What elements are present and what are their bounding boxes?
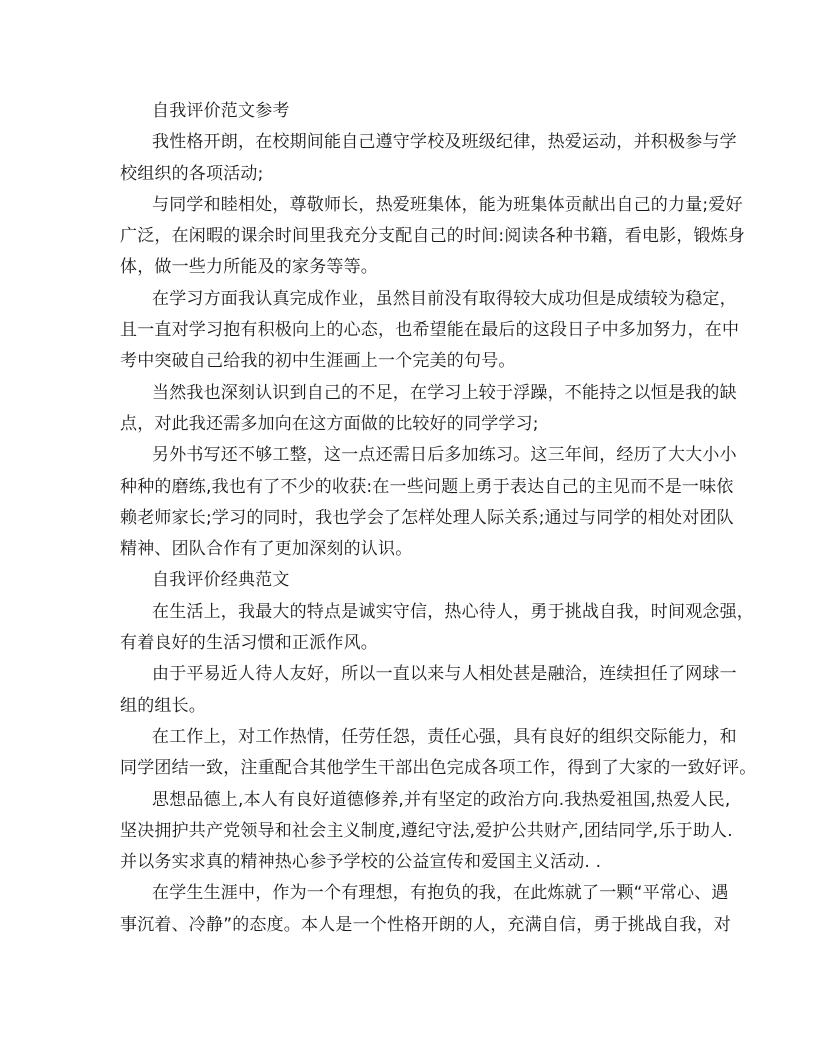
text-line: 在生活上，我最大的特点是诚实守信，热心待人，勇于挑战自我，时间观念强， <box>152 601 754 622</box>
text-line: 在工作上，对工作热情，任劳任怨，责任心强，具有良好的组织交际能力，和 <box>152 726 737 747</box>
text-line: 校组织的各项活动; <box>120 163 264 184</box>
text-line: 广泛，在闲暇的课余时间里我充分支配自己的时间:阅读各种书籍，看电影，锻炼身 <box>120 226 746 247</box>
text-line: 组的组长。 <box>120 695 206 716</box>
text-line: 思想品德上,本人有良好道德修养,并有坚定的政治方向.我热爱祖国,热爱人民, <box>152 789 731 810</box>
text-line: 由于平易近人待人友好，所以一直以来与人相处甚是融洽，连续担任了网球一 <box>152 664 737 685</box>
text-line: 点，对此我还需多加向在这方面做的比较好的同学学习; <box>120 413 539 434</box>
text-line: 与同学和睦相处，尊敬师长，热爱班集体，能为班集体贡献出自己的力量;爱好 <box>152 194 743 215</box>
text-line: 且一直对学习抱有积极向上的心态，也希望能在最后的这段日子中多加努力，在中 <box>120 320 740 341</box>
text-line: 精神、团队合作有了更加深刻的认识。 <box>120 539 413 560</box>
text-line: 赖老师家长;学习的同时，我也学会了怎样处理人际关系;通过与同学的相处对团队 <box>120 507 734 528</box>
section-heading: 自我评价经典范文 <box>152 570 290 591</box>
text-line: 同学团结一致，注重配合其他学生干部出色完成各项工作，得到了大家的一致好评。 <box>120 758 757 779</box>
text-line: 坚决拥护共产党领导和社会主义制度,遵纪守法,爱护公共财产,团结同学,乐于助人. <box>120 820 733 841</box>
text-line: 我性格开朗，在校期间能自己遵守学校及班级纪律，热爱运动，并积极参与学 <box>152 132 737 153</box>
text-line: 另外书写还不够工整，这一点还需日后多加练习。这三年间，经历了大大小小 <box>152 445 737 466</box>
section-heading: 自我评价范文参考 <box>152 101 290 121</box>
text-line: 体，做一些力所能及的家务等等。 <box>120 257 378 278</box>
text-line: 在学生生涯中，作为一个有理想，有抱负的我，在此炼就了一颗“平常心、遇 <box>152 883 729 904</box>
text-line: 考中突破自己给我的初中生涯画上一个完美的句号。 <box>120 351 516 372</box>
text-line: 在学习方面我认真完成作业，虽然目前没有取得较大成功但是成绩较为稳定， <box>152 288 737 309</box>
text-line: 当然我也深刻认识到自己的不足，在学习上较于浮躁，不能持之以恒是我的缺 <box>152 382 737 403</box>
document-page <box>120 96 757 941</box>
text-line: 并以务实求真的精神热心参予学校的公益宣传和爱国主义活动. . <box>120 852 602 873</box>
text-line: 事沉着、冷静”的态度。本人是一个性格开朗的人，充满自信，勇于挑战自我，对 <box>120 914 732 935</box>
text-line: 有着良好的生活习惯和正派作风。 <box>120 633 378 654</box>
text-line: 种种的磨练,我也有了不少的收获:在一些问题上勇于表达自己的主见而不是一味依 <box>120 476 734 497</box>
